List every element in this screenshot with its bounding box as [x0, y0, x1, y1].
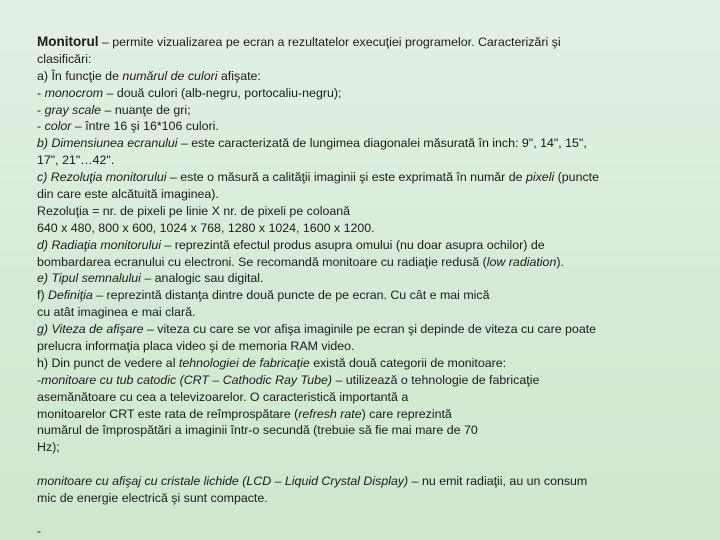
- item-f: f) Definiţia – reprezintă distanţa dintre două puncte de pe ecran. Cu cât e mai mică: [37, 288, 490, 303]
- spacer: [37, 456, 677, 473]
- slide-title-word: Monitorul: [37, 34, 99, 49]
- item-a-monocrom: - monocrom – două culori (alb-negru, portocaliu-negru);: [37, 85, 342, 100]
- item-g: g) Viteza de afişare – viteza cu care se vor afişa imaginile pe ecran şi depinde de viteza cu care poate: [37, 322, 597, 337]
- bottom-dash: -: [37, 524, 42, 538]
- resolution-values: 640 x 480, 800 x 600, 1024 x 768, 1280 x 1024, 1600 x 1200.: [37, 220, 375, 235]
- item-b: b) Dimensiunea ecranului – este caracterizată de lungimea diagonalei măsurată în inch: 9", 14", 15",: [37, 136, 587, 151]
- resolution-formula: Rezoluţia = nr. de pixeli pe linie X nr. de pixeli pe coloană: [37, 203, 351, 218]
- item-a-color: - color – între 16 şi 16*106 culori.: [37, 119, 219, 134]
- slide-text-body: [37, 34, 677, 507]
- item-g-line-2: prelucra informaţia placa video şi de memoria RAM video.: [37, 339, 355, 354]
- intro-line: Monitorul – permite vizualizarea pe ecran a rezultatelor execuţiei programelor. Caracterizări şi: [37, 34, 561, 49]
- item-h-lcd: monitoare cu afişaj cu cristale lichide (LCD – Liquid Crystal Display) – nu emit radiaţii, au un consum: [37, 474, 588, 489]
- item-d: d) Radiaţia monitorului – reprezintă efectul produs asupra omului (nu doar asupra ochilor) de: [37, 237, 545, 252]
- item-f-line-2: cu atât imaginea e mai clară.: [37, 305, 196, 320]
- item-a-grayscale: - gray scale – nuanţe de gri;: [37, 102, 191, 117]
- item-h-crt-line-4: numărul de împrospătări a imaginii într-o secundă (trebuie să fie mai mare de 70: [37, 423, 478, 438]
- item-b-line-2: 17", 21"…42".: [37, 153, 115, 168]
- intro-line-2: clasificări:: [37, 51, 92, 66]
- item-h-crt-line-3: monitoarelor CRT este rata de reîmprospătare (refresh rate) care reprezintă: [37, 406, 452, 421]
- item-c: c) Rezoluţia monitorului – este o măsură a calităţii imaginii şi este exprimată în număr de pixeli (puncte: [37, 170, 599, 185]
- item-h-crt: -monitoare cu tub catodic (CRT – Cathodic Ray Tube) – utilizează o tehnologie de fabricaţie: [37, 372, 540, 387]
- item-d-line-2: bombardarea ecranului cu electroni. Se recomandă monitoare cu radiaţie redusă (low radiation).: [37, 254, 564, 269]
- item-c-line-2: din care este alcătuită imaginea).: [37, 187, 219, 202]
- item-h-lcd-line-2: mic de energie electrică şi sunt compacte.: [37, 491, 268, 506]
- item-h: h) Din punct de vedere al tehnologiei de fabricaţie există două categorii de monitoare:: [37, 355, 507, 370]
- item-h-crt-line-5: Hz);: [37, 440, 60, 455]
- item-a: a) În funcţie de numărul de culori afişate:: [37, 68, 261, 83]
- item-e: e) Tipul semnalului – analogic sau digital.: [37, 271, 264, 286]
- item-h-crt-line-2: asemănătoare cu cea a televizoarelor. O caracteristică importantă a: [37, 389, 409, 404]
